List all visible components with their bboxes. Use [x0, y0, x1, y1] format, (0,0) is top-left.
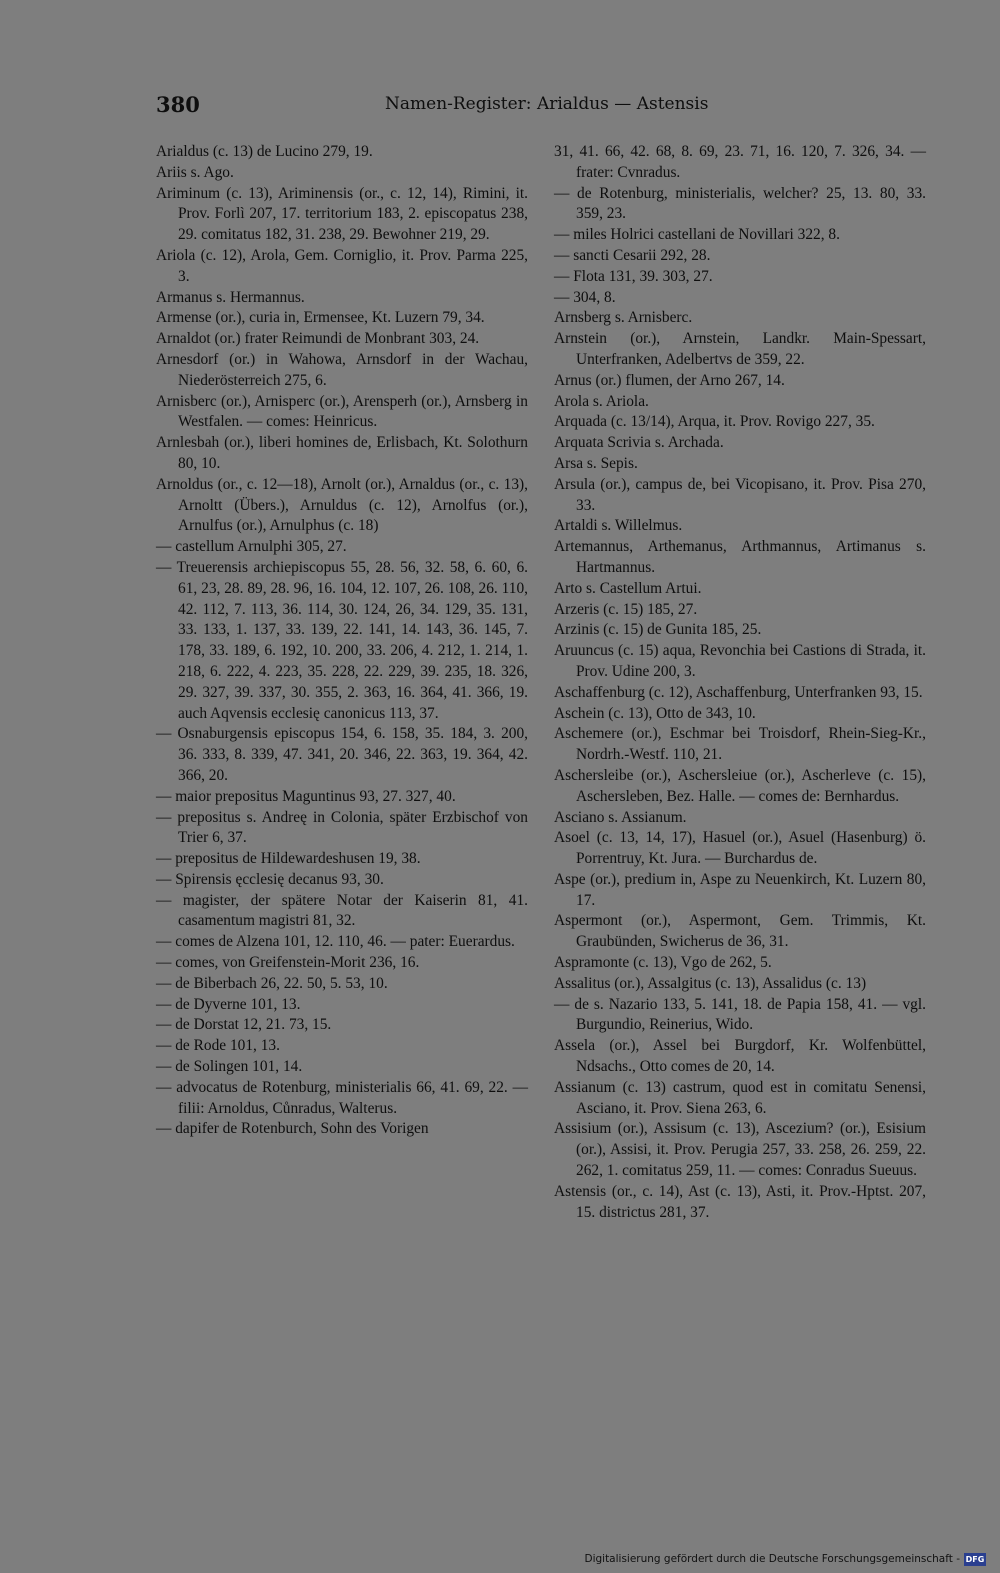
index-entry: Arnesdorf (or.) in Wahowa, Arnsdorf in der Wachau, Niederösterreich 275, 6.: [156, 350, 528, 389]
index-entry: Arialdus (c. 13) de Lucino 279, 19.: [156, 143, 373, 160]
index-entry: — maior prepositus Maguntinus 93, 27. 327, 40.: [156, 787, 456, 805]
index-entry: Asciano s. Assianum.: [554, 808, 687, 826]
index-entry: Assianum (c. 13) castrum, quod est in comitatu Senensi, Asciano, it. Prov. Siena 263, 6.: [554, 1078, 926, 1117]
index-entry: Assisium (or.), Assisum (c. 13), Ascezium? (or.), Esisium (or.), Assisi, it. Prov. Perugia 257, 33. 258, 26. 259, 22. 262, 1. comitatus 259, 11. — comes: Conradus Sueuus.: [554, 1120, 926, 1180]
left-column: [156, 142, 528, 1140]
index-entry: — magister, der spätere Notar der Kaiserin 81, 41. casamentum magistri 81, 32.: [156, 891, 528, 930]
index-entry: — de Rode 101, 13.: [156, 1037, 280, 1055]
index-entry: Artemannus, Arthemanus, Arthmannus, Artimanus s. Hartmannus.: [554, 538, 926, 576]
index-entry: 31, 41. 66, 42. 68, 8. 69, 23. 71, 16. 120, 7. 326, 34. — frater: Cvnradus.: [554, 143, 926, 181]
index-entry: Arquata Scrivia s. Archada.: [554, 434, 724, 452]
index-entry: Assela (or.), Assel bei Burgdorf, Kr. Wolfenbüttel, Ndsachs., Otto comes de 20, 14.: [554, 1037, 926, 1076]
index-entry: — comes, von Greifenstein-Morit 236, 16.: [156, 954, 420, 972]
index-entry: — de Rotenburg, ministerialis, welcher? 25, 13. 80, 33. 359, 23.: [554, 184, 926, 223]
index-entry: — Osnaburgensis episcopus 154, 6. 158, 35. 184, 3. 200, 36. 333, 8. 339, 47. 341, 20. 346, 22. 363, 19. 364, 42. 366, 20.: [156, 725, 528, 784]
index-entry: Arnoldus (or., c. 12—18), Arnolt (or.), Arnaldus (or., c. 13), Arnoltt (Übers.), Arnuldus (c. 12), Arnolfus (or.), Arnulfus (or.), Arnulphus (c. 18): [156, 475, 528, 535]
index-entry: Arnsberg s. Arnisberc.: [554, 309, 693, 327]
index-entry: — de Dyverne 101, 13.: [156, 995, 301, 1013]
page-header: [0, 92, 1000, 122]
right-column: [554, 142, 926, 1223]
index-entry: Arsula (or.), campus de, bei Vicopisano, it. Prov. Pisa 270, 33.: [554, 475, 926, 514]
index-entry: Aschein (c. 13), Otto de 343, 10.: [554, 704, 756, 722]
index-entry: Armanus s. Hermannus.: [156, 288, 305, 306]
index-entry: — Spirensis ęcclesię decanus 93, 30.: [156, 870, 384, 888]
index-entry: — de s. Nazario 133, 5. 141, 18. de Papia 158, 41. — vgl. Burgundio, Reinerius, Wido.: [554, 995, 926, 1034]
index-entry: Arto s. Castellum Artui.: [554, 579, 702, 597]
index-entry: Ariola (c. 12), Arola, Gem. Corniglio, it. Prov. Parma 225, 3.: [156, 246, 528, 285]
index-entry: Aschersleibe (or.), Aschersleiue (or.), Ascherleve (c. 15), Aschersleben, Bez. Halle. — comes de: Bernhardus.: [554, 766, 926, 805]
index-entry: — advocatus de Rotenburg, ministerialis 66, 41. 69, 22. — filii: Arnoldus, Cůnradus, Walterus.: [156, 1078, 528, 1117]
index-entry: Ariminum (c. 13), Ariminensis (or., c. 12, 14), Rimini, it. Prov. Forlì 207, 17. territorium 183, 2. episcopatus 238, 29. comitatus 182, 31. 238, 29. Bewohner 219, 29.: [156, 184, 528, 244]
index-entry: Aspe (or.), predium in, Aspe zu Neuenkirch, Kt. Luzern 80, 17.: [554, 870, 926, 909]
index-entry: — de Dorstat 12, 21. 73, 15.: [156, 1016, 332, 1034]
index-entry: — prepositus s. Andreę in Colonia, später Erzbischof von Trier 6, 37.: [156, 808, 528, 847]
index-entry: — castellum Arnulphi 305, 27.: [156, 538, 347, 556]
page-number: 380: [156, 92, 200, 117]
index-entry: Astensis (or., c. 14), Ast (c. 13), Asti, it. Prov.-Hptst. 207, 15. districtus 281, 37.: [554, 1182, 926, 1221]
index-entry: Arsa s. Sepis.: [554, 454, 638, 472]
index-entry: — Flota 131, 39. 303, 27.: [554, 267, 713, 285]
index-entry: Arzeris (c. 15) 185, 27.: [554, 600, 698, 618]
index-entry: Arnaldot (or.) frater Reimundi de Monbrant 303, 24.: [156, 330, 480, 348]
index-entry: Artaldi s. Willelmus.: [554, 517, 683, 535]
dfg-logo: DFG: [965, 1554, 985, 1564]
index-entry: — dapifer de Rotenburch, Sohn des Vorigen: [156, 1120, 429, 1138]
index-entry: Aschaffenburg (c. 12), Aschaffenburg, Unterfranken 93, 15.: [554, 683, 923, 701]
footer: [584, 1551, 986, 1567]
running-title: Namen-Register: Arialdus — Astensis: [385, 94, 709, 114]
index-entry: Asoel (c. 13, 14, 17), Hasuel (or.), Asuel (Hasenburg) ö. Porrentruy, Kt. Jura. — Burchardus de.: [554, 829, 926, 868]
index-entry: Aruuncus (c. 15) aqua, Revonchia bei Castions di Strada, it. Prov. Udine 200, 3.: [554, 642, 926, 680]
footer-credit: Digitalisierung gefördert durch die Deutsche Forschungsgemeinschaft -: [584, 1553, 960, 1565]
index-entry: Arnisberc (or.), Arnisperc (or.), Arensperh (or.), Arnsberg in Westfalen. — comes: Heinricus.: [156, 392, 528, 431]
index-entry: Aspramonte (c. 13), Vgo de 262, 5.: [554, 954, 772, 972]
index-entry: — comes de Alzena 101, 12. 110, 46. — pater: Euerardus.: [156, 933, 515, 951]
index-entry: Arola s. Ariola.: [554, 392, 649, 410]
index-entry: Aspermont (or.), Aspermont, Gem. Trimmis, Kt. Graubünden, Swicherus de 36, 31.: [554, 912, 926, 951]
index-entry: Aschemere (or.), Eschmar bei Troisdorf, Rhein-Sieg-Kr., Nordrh.-Westf. 110, 21.: [554, 725, 926, 764]
index-entry: — Treuerensis archiepiscopus 55, 28. 56, 32. 58, 6. 60, 6. 61, 23, 28. 89, 28. 96, 16. 104, 12. 107, 26. 108, 26. 110, 42. 112, 7. 113, 36. 114, 30. 124, 26, 34. 129, 35. 131, 33. 133, 1. 137, 33. 139, 22. 141, 14. 143, 36. 145, 7. 178, 33. 189, 6. 192, 10. 200, 33. 206, 4. 212, 1. 214, 1. 218, 6. 222, 4. 223, 35. 228, 22. 229, 39. 235, 18. 326, 29. 327, 39. 337, 30. 355, 2. 363, 16. 364, 41. 366, 19. auch Aqvensis ecclesię canonicus 113, 37.: [156, 558, 528, 722]
index-entry: Assalitus (or.), Assalgitus (c. 13), Assalidus (c. 13): [554, 974, 867, 992]
index-entry: — de Solingen 101, 14.: [156, 1058, 303, 1076]
index-entry: — miles Holrici castellani de Novillari 322, 8.: [554, 226, 840, 244]
index-entry: Arnus (or.) flumen, der Arno 267, 14.: [554, 371, 785, 389]
index-entry: Arnlesbah (or.), liberi homines de, Erlisbach, Kt. Solothurn 80, 10.: [156, 434, 528, 472]
index-entry: Arquada (c. 13/14), Arqua, it. Prov. Rovigo 227, 35.: [554, 413, 875, 431]
index-entry: Ariis s. Ago.: [156, 163, 234, 181]
index-entry: — prepositus de Hildewardeshusen 19, 38.: [156, 850, 421, 868]
index-entry: Armense (or.), curia in, Ermensee, Kt. Luzern 79, 34.: [156, 309, 485, 327]
index-entry: Arzinis (c. 15) de Gunita 185, 25.: [554, 621, 762, 639]
index-entry: — de Biberbach 26, 22. 50, 5. 53, 10.: [156, 974, 388, 992]
index-entry: — 304, 8.: [554, 288, 616, 306]
index-entry: Arnstein (or.), Arnstein, Landkr. Main-Spessart, Unterfranken, Adelbertvs de 359, 22.: [554, 330, 926, 368]
index-entry: — sancti Cesarii 292, 28.: [554, 246, 711, 264]
